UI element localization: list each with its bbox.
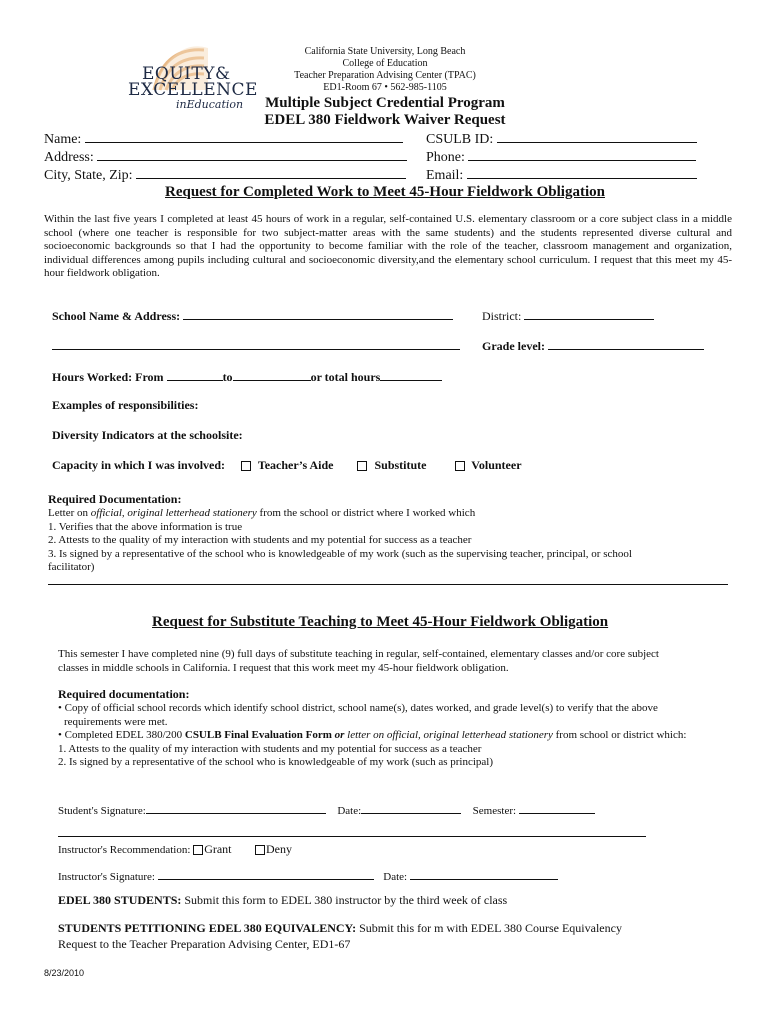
section2-required-heading: Required documentation: bbox=[58, 687, 190, 701]
district-field[interactable] bbox=[524, 307, 654, 320]
doc-bullet-2-post: from school or district which: bbox=[552, 729, 687, 741]
teachers-aide-checkbox[interactable] bbox=[241, 461, 251, 471]
section2-paragraph: This semester I have completed nine (9) full days of substitute teaching in regular, self-contained, elementary classes and/or core subject classes in middle schools in California. I request that this work meet my 45-hour fieldwork obligation. bbox=[58, 648, 659, 674]
email-field[interactable] bbox=[467, 166, 697, 179]
section-divider bbox=[48, 584, 728, 585]
phone-label: Phone: bbox=[426, 150, 465, 165]
name-field[interactable] bbox=[85, 130, 403, 143]
school-address-field[interactable] bbox=[52, 337, 460, 350]
grade-level-label: Grade level: bbox=[482, 339, 545, 353]
req-item: 1. Verifies that the above information is true bbox=[48, 520, 243, 533]
doc-item: 2. Is signed by a representative of the school who is knowledgeable of my work (such as principal) bbox=[58, 756, 493, 768]
req-letter-italic: official, original letterhead stationery bbox=[90, 507, 257, 519]
logo-amp-text: & bbox=[214, 64, 231, 84]
deny-label: Deny bbox=[266, 842, 293, 856]
capacity-label: Capacity in which I was involved: bbox=[52, 458, 226, 472]
section1-heading: Request for Completed Work to Meet 45-Hour Fieldwork Obligation bbox=[165, 184, 605, 200]
examples-label: Examples of responsibilities: bbox=[52, 398, 199, 412]
total-hours-label: or total hours bbox=[310, 370, 381, 384]
required-documentation-heading: Required Documentation: bbox=[48, 492, 182, 506]
doc-bullet-1: • Copy of official school records which identify school district, school name(s), dates worked, and grade level(s) to verify that the above requirements were met. bbox=[58, 702, 658, 728]
hours-from-label: Hours Worked: From bbox=[52, 370, 164, 384]
program-title: Multiple Subject Credential Program bbox=[265, 95, 505, 111]
doc-bullet-2-pre: • Completed EDEL 380/200 bbox=[58, 729, 185, 741]
grant-label: Grant bbox=[204, 842, 232, 856]
section1-paragraph: Within the last five years I completed at least 45 hours of work in a regular, self-contained U.S. elementary classroom or a core subject class in a middle school (where one teacher is responsible for two subject-matter areas with the same students) and the students represented diverse cultural and socioeconomic backgrounds so that I had the opportunity to become familiar with the role of the teacher, classroom management and organization, individual differences among pupils including cultural and socioeconomic diversity,and the elementary school curriculum. I request that this meet my 45-hour fieldwork obligation. bbox=[44, 213, 732, 279]
csulb-id-label: CSULB ID: bbox=[426, 132, 494, 147]
petitioning-text: Submit this for m with EDEL 380 Course Equivalency Request to the Teacher Preparation Advising Center, ED1-67 bbox=[58, 921, 622, 951]
instructor-recommendation-label: Instructor's Recommendation: bbox=[58, 844, 191, 856]
deny-checkbox[interactable] bbox=[255, 845, 265, 855]
teachers-aide-label: Teacher’s Aide bbox=[257, 458, 334, 472]
substitute-label: Substitute bbox=[374, 458, 427, 472]
section2-heading: Request for Substitute Teaching to Meet 45-Hour Fieldwork Obligation bbox=[152, 614, 609, 630]
hours-to-label: to bbox=[222, 370, 233, 384]
email-label: Email: bbox=[426, 168, 464, 183]
edel-students-label: EDEL 380 STUDENTS: bbox=[58, 893, 182, 907]
grade-level-field[interactable] bbox=[548, 337, 704, 350]
form-title: EDEL 380 Fieldwork Waiver Request bbox=[264, 112, 506, 128]
date-label: Date: bbox=[337, 805, 362, 817]
city-state-zip-label: City, State, Zip: bbox=[44, 168, 133, 183]
city-state-zip-field[interactable] bbox=[136, 166, 406, 179]
date2-label: Date: bbox=[383, 871, 408, 883]
student-signature-field[interactable] bbox=[146, 803, 326, 814]
date-field[interactable] bbox=[361, 803, 461, 814]
address-label: Address: bbox=[44, 150, 94, 165]
instructor-divider bbox=[58, 836, 646, 837]
university-name: California State University, Long Beach bbox=[304, 46, 466, 57]
college-name: College of Education bbox=[342, 58, 428, 69]
hours-to-field[interactable] bbox=[233, 368, 311, 381]
doc-bullet-2-italic: letter on official, original letterhead stationery bbox=[347, 729, 553, 741]
diversity-label: Diversity Indicators at the schoolsite: bbox=[52, 428, 243, 442]
req-item: 2. Attests to the quality of my interaction with students and my potential for success as a teacher bbox=[48, 534, 472, 546]
name-label: Name: bbox=[44, 132, 82, 147]
instructor-signature-label: Instructor's Signature: bbox=[58, 871, 155, 883]
req-letter-post: from the school or district where I worked which bbox=[256, 507, 476, 519]
hours-from-field[interactable] bbox=[167, 368, 223, 381]
district-label: District: bbox=[482, 309, 522, 323]
volunteer-label: Volunteer bbox=[471, 458, 522, 472]
req-letter-pre: Letter on bbox=[48, 507, 91, 519]
total-hours-field[interactable] bbox=[380, 368, 442, 381]
revision-date: 8/23/2010 bbox=[44, 968, 85, 978]
school-name-field[interactable] bbox=[183, 307, 453, 320]
logo-in-text: in bbox=[176, 98, 187, 111]
school-name-label: School Name & Address: bbox=[52, 309, 181, 323]
doc-item: 1. Attests to the quality of my interaction with students and my potential for success as a teacher bbox=[58, 742, 482, 755]
final-evaluation-form: CSULB Final Evaluation Form bbox=[184, 729, 332, 741]
req-item: 3. Is signed by a representative of the school who is knowledgeable of my work (such as the supervising teacher, principal, or school facilitator) bbox=[48, 547, 632, 573]
student-signature-label: Student's Signature: bbox=[58, 805, 146, 817]
center-name: Teacher Preparation Advising Center (TPAC) bbox=[294, 70, 476, 81]
semester-label: Semester: bbox=[472, 805, 517, 817]
phone-field[interactable] bbox=[468, 148, 696, 161]
volunteer-checkbox[interactable] bbox=[455, 461, 465, 471]
logo-education-text: Education bbox=[186, 98, 244, 111]
room-phone: ED1-Room 67 • 562-985-1105 bbox=[323, 82, 447, 93]
date2-field[interactable] bbox=[410, 869, 558, 880]
substitute-checkbox[interactable] bbox=[357, 461, 367, 471]
logo-excellence-text: EXCELLENCE bbox=[128, 80, 258, 100]
edel-students-text: Submit this form to EDEL 380 instructor by the third week of class bbox=[181, 893, 508, 907]
petitioning-label: STUDENTS PETITIONING EDEL 380 EQUIVALENCY: bbox=[58, 921, 357, 935]
grant-checkbox[interactable] bbox=[193, 845, 203, 855]
csulb-id-field[interactable] bbox=[497, 130, 697, 143]
address-field[interactable] bbox=[97, 148, 407, 161]
instructor-signature-field[interactable] bbox=[158, 869, 374, 880]
logo-equity-text: EQUITY bbox=[142, 64, 215, 84]
doc-bullet-2-or: or bbox=[331, 729, 348, 741]
semester-field[interactable] bbox=[519, 803, 595, 814]
